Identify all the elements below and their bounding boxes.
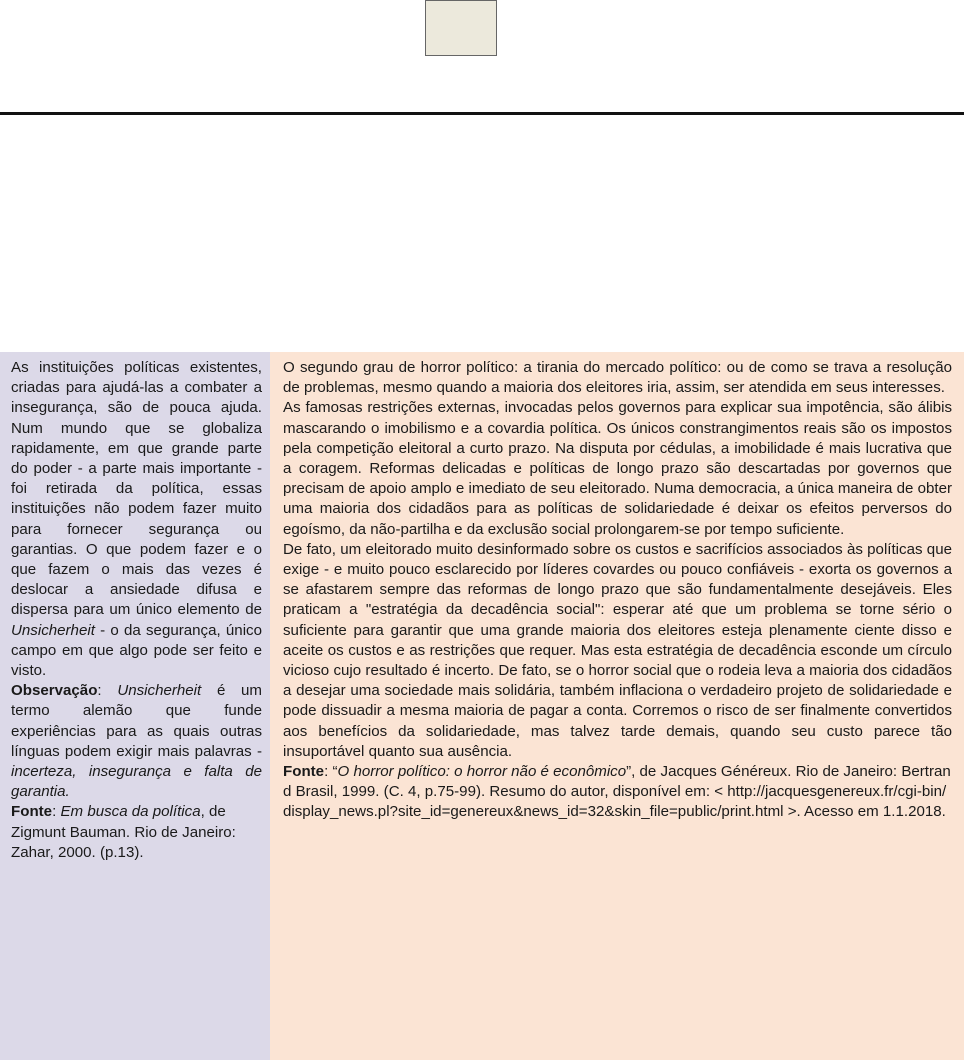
right-paragraph-2: As famosas restrições externas, invocadas pelos governos para explicar sua impotência, são álibis mascarando o imobilismo e a covardia política. Os únicos constrangimentos reais são os impostos pela competição eleitoral a curto prazo. Na disputa por cédulas, a imobilidade é mais lucrativa que a coragem. Reformas delicadas e políticas de longo prazo são descartadas por governos que precisam de apoio amplo e imediato de seu eleitorado. Numa democracia, a única maneira de obter uma maioria dos cidadãos para as políticas de solidariedade é deixar os efeitos perversos do egoísmo, da não-partilha e da exclusão social prolongarem-se por tempo suficiente. bbox=[283, 399, 952, 538]
right-column bbox=[270, 352, 964, 1060]
left-note bbox=[11, 681, 262, 802]
left-term: Unsicherheit bbox=[11, 621, 95, 639]
note-term: Unsicherheit bbox=[117, 682, 202, 700]
note-label: Observação bbox=[11, 682, 98, 700]
top-empty-box bbox=[425, 0, 497, 56]
right-source-title: O horror político: o horror não é econômico bbox=[337, 763, 627, 781]
left-body-end: - o da segurança, único campo em que algo pode ser feito e visto. bbox=[11, 621, 262, 680]
left-source-sep: : bbox=[52, 803, 61, 821]
left-body bbox=[11, 358, 262, 681]
note-italic: incerteza, insegurança e falta de garantia. bbox=[11, 763, 262, 801]
left-source-title: Em busca da política bbox=[60, 803, 201, 821]
right-paragraph-3: De fato, um eleitorado muito desinformado sobre os custos e sacrifícios associados às políticas que exige - e muito pouco esclarecido por líderes covardes ou pouco confiáveis - exorta os governos a se afastarem sempre das reformas de longo prazo que são fundamentalmente desejáveis. Eles praticam a "estratégia da decadência social": esperar até que um problema se torne sério o suficiente para garantir que uma grande maioria dos eleitores esteja plenamente ciente disso e aceite os custos e as restrições que requer. Mas esta estratégia de decadência esconde um círculo vicioso cujo resultado é incerto. De fato, se o horror social que o rodeia leva a maioria dos cidadãos a desejar uma sociedade mais solidária, também inflaciona o verdadeiro projeto de solidariedade e pode dissuadir a mesma maioria de pagar a conta. Corremos o risco de ser finalmente convertidos aos benefícios da solidariedade, mas talvez tarde demais, quando seu custo parece tão insuportável quanto sua ausência. bbox=[283, 540, 952, 760]
text-table bbox=[0, 352, 964, 1060]
left-body-text: As instituições políticas existentes, criadas para ajudá-las a combater a insegurança, são de pouca ajuda. Num mundo que se globaliza rapidamente, em que grande parte do poder - a parte mais importante - foi retirada da política, essas instituições não podem fazer muito para fornecer segurança ou garantias. O que podem fazer e o que fazem o mais das vezes é deslocar a ansiedade difusa e dispersa para um único elemento de bbox=[11, 359, 262, 619]
horizontal-rule bbox=[0, 112, 964, 115]
note-text: é um termo alemão que funde experiências para as quais outras línguas podem exigir mais palavras - bbox=[11, 682, 263, 760]
left-source-rest: , de Zigmunt Bauman. Rio de Janeiro: Zahar, 2000. (p.13). bbox=[11, 803, 236, 861]
left-column bbox=[0, 352, 270, 1060]
right-paragraph-1: O segundo grau de horror político: a tirania do mercado político: ou de como se trava a resolução de problemas, mesmo quando a maioria dos eleitores iria, assim, ser atendida em seus interesses. bbox=[283, 359, 952, 397]
right-source bbox=[283, 762, 952, 823]
left-source-label: Fonte bbox=[11, 803, 53, 821]
right-source-rest: ”, de Jacques Généreux. Rio de Janeiro: Bertrand Brasil, 1999. (C. 4, p.75-99). Resumo do autor, disponível em: < http://jacquesgenereux.fr/cgi-bin/display_news.pl?site_id=genereux&news_id=32&skin_file=public/print.html >. Acesso em 1.1.2018. bbox=[283, 763, 951, 821]
note-sep: : bbox=[97, 682, 118, 700]
left-source bbox=[11, 802, 262, 863]
right-source-sep: : “ bbox=[324, 763, 338, 781]
right-source-label: Fonte bbox=[283, 763, 325, 781]
